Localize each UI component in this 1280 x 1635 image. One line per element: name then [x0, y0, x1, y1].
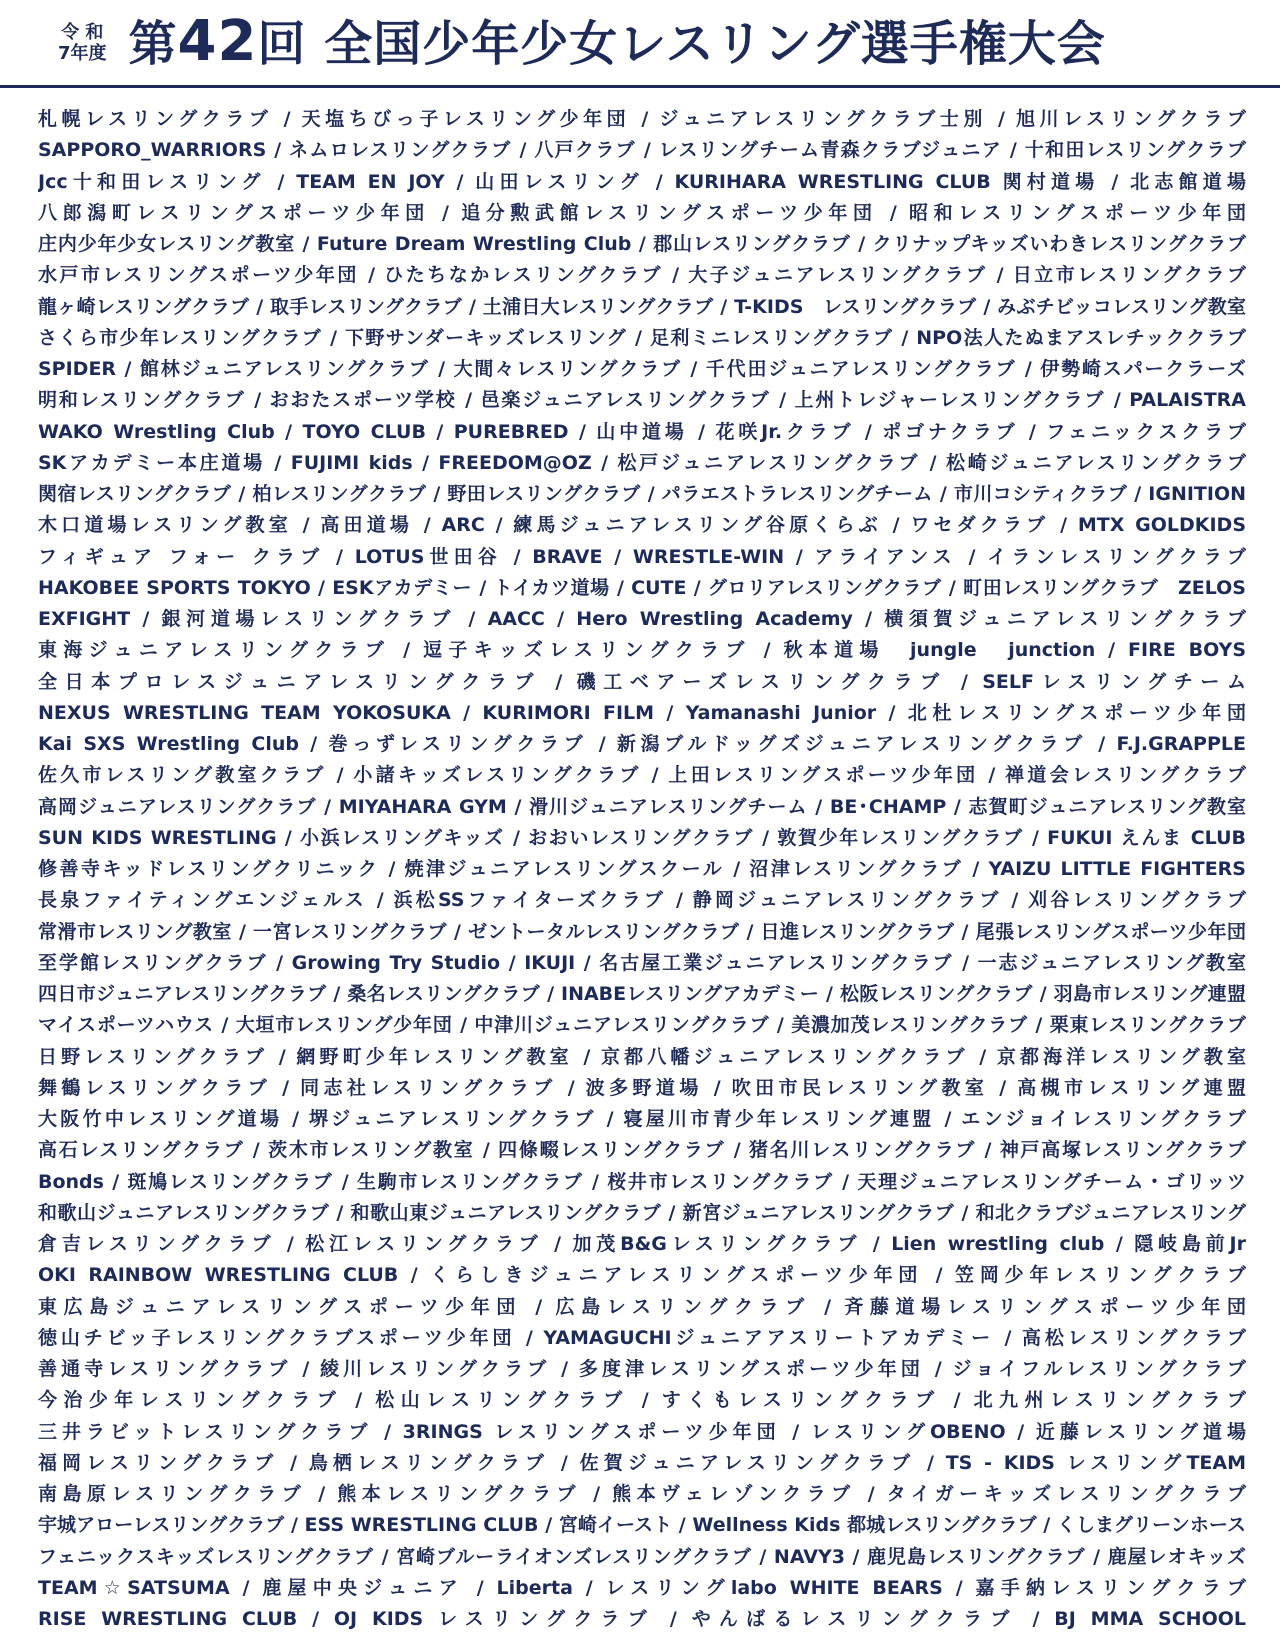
club-row: SKアカデミー本庄道場 / FUJIMI kids / FREEDOM@OZ / 松戸ジュニアレスリングクラブ / 松崎ジュニアレスリングクラブ: [38, 451, 1246, 474]
club-row: 南島原レスリングクラブ / 熊本レスリングクラブ / 熊本ヴェレゾンクラブ / タイガーキッズレスリングクラブ: [38, 1483, 1246, 1505]
club-row: NEXUS WRESTLING TEAM YOKOSUKA / KURIMORI FILM / Yamanashi Junior / 北杜レスリングスポーツ少年団: [38, 701, 1246, 724]
club-row: 東広島ジュニアレスリングスポーツ少年団 / 広島レスリングクラブ / 斉藤道場レスリングスポーツ少年団: [38, 1295, 1246, 1318]
club-row: 大阪竹中レスリング道場 / 堺ジュニアレスリングクラブ / 寝屋川市青少年レスリング連盟 / エンジョイレスリングクラブ: [38, 1108, 1246, 1130]
club-row: 龍ヶ崎レスリングクラブ / 取手レスリングクラブ / 土浦日大レスリングクラブ / T-KIDS レスリングクラブ / みぶチビッコレスリング教室: [38, 295, 1246, 318]
club-row: 佐久市レスリング教室クラブ / 小諸キッズレスリングクラブ / 上田レスリングスポーツ少年団 / 禅道会レスリングクラブ: [38, 764, 1246, 787]
club-row: 今治少年レスリングクラブ / 松山レスリングクラブ / すくもレスリングクラブ / 北九州レスリングクラブ: [38, 1389, 1246, 1412]
club-row: 善通寺レスリングクラブ / 綾川レスリングクラブ / 多度津レスリングスポーツ少年団 / ジョイフルレスリングクラブ: [38, 1358, 1246, 1380]
club-row: TEAM☆SATSUMA / 鹿屋中央ジュニア / Liberta / レスリングlabo WHITE BEARS / 嘉手納レスリングクラブ: [38, 1576, 1246, 1599]
club-row: 関宿レスリングクラブ / 柏レスリングクラブ / 野田レスリングクラブ / パラエストラレスリングチーム / 市川コシティクラブ / IGNITION: [38, 483, 1246, 505]
club-row: 庄内少年少女レスリング教室 / Future Dream Wrestling Club / 郡山レスリングクラブ / クリナップキッズいわきレスリングクラブ: [38, 233, 1246, 255]
club-row: OKI RAINBOW WRESTLING CLUB / くらしきジュニアレスリングスポーツ少年団 / 笠岡少年レスリングクラブ: [38, 1264, 1246, 1287]
club-row: 三井ラビットレスリングクラブ / 3RINGS レスリングスポーツ少年団 / レスリングOBENO / 近藤レスリング道場: [38, 1420, 1246, 1443]
club-row: EXFIGHT / 銀河道場レスリングクラブ / AACC / Hero Wrestling Academy / 横須賀ジュニアレスリングクラブ: [38, 608, 1246, 630]
club-row: 修善寺キッドレスリングクリニック / 焼津ジュニアレスリングスクール / 沼津レスリングクラブ / YAIZU LITTLE FIGHTERS: [38, 858, 1246, 880]
club-row: 長泉ファイティングエンジェルス / 浜松SSファイターズクラブ / 静岡ジュニアレスリングクラブ / 刈谷レスリングクラブ: [38, 889, 1246, 912]
club-row: 全日本プロレスジュニアレスリングクラブ / 磯工ベアーズレスリングクラブ / SELFレスリングチーム: [38, 670, 1246, 693]
club-row: SUN KIDS WRESTLING / 小浜レスリングキッズ / おおいレスリングクラブ / 敦賀少年レスリングクラブ / FUKUI えんま CLUB: [38, 826, 1246, 849]
club-row: 舞鶴レスリングクラブ / 同志社レスリングクラブ / 波多野道場 / 吹田市民レスリング教室 / 高槻市レスリング連盟: [38, 1076, 1246, 1099]
club-row: マイスポーツハウス / 大垣市レスリング少年団 / 中津川ジュニアレスリングクラブ / 美濃加茂レスリングクラブ / 栗東レスリングクラブ: [38, 1014, 1246, 1037]
club-row: SAPPORO_WARRIORS / ネムロレスリングクラブ / 八戸クラブ / レスリングチーム青森クラブジュニア / 十和田レスリングクラブ: [38, 139, 1246, 162]
club-row: Bonds / 斑鳩レスリングクラブ / 生駒市レスリングクラブ / 桜井市レスリングクラブ / 天理ジュニアレスリングチーム・ゴリッツ: [38, 1170, 1246, 1193]
title-number: 42: [177, 8, 258, 74]
club-row: フィギュア フォー クラブ / LOTUS世田谷 / BRAVE / WRESTLE-WIN / アライアンス / イランレスリングクラブ: [38, 545, 1246, 568]
club-row: WAKO Wrestling Club / TOYO CLUB / PUREBRED / 山中道場 / 花咲Jr.クラブ / ポゴナクラブ / フェニックスクラブ: [38, 420, 1246, 443]
club-row: 明和レスリングクラブ / おおたスポーツ学校 / 邑楽ジュニアレスリングクラブ / 上州トレジャーレスリングクラブ / PALAISTRA: [38, 389, 1246, 412]
club-row: 高岡ジュニアレスリングクラブ / MIYAHARA GYM / 滑川ジュニアレスリングチーム / BE･CHAMP / 志賀町ジュニアレスリング教室: [38, 795, 1246, 818]
club-row: 至学館レスリングクラブ / Growing Try Studio / IKUJI / 名古屋工業ジュニアレスリングクラブ / 一志ジュニアレスリング教室: [38, 951, 1246, 974]
era-label: [58, 22, 107, 64]
club-row: 常滑市レスリング教室 / 一宮レスリングクラブ / ゼントータルレスリングクラブ / 日進レスリングクラブ / 尾張レスリングスポーツ少年団: [38, 920, 1246, 943]
club-row: フェニックスキッズレスリングクラブ / 宮崎ブルーライオンズレスリングクラブ / NAVY3 / 鹿児島レスリングクラブ / 鹿屋レオキッズ: [38, 1545, 1246, 1568]
club-row: 日野レスリングクラブ / 網野町少年レスリング教室 / 京都八幡ジュニアレスリングクラブ / 京都海洋レスリング教室: [38, 1045, 1246, 1068]
club-row: 宇城アローレスリングクラブ / ESS WRESTLING CLUB / 宮崎イースト / Wellness Kids 都城レスリングクラブ / くしまグリーンホース: [38, 1514, 1246, 1537]
club-row: HAKOBEE SPORTS TOKYO / ESKアカデミー / トイカツ道場 / CUTE / グロリアレスリングクラブ / 町田レスリングクラブ ZELOS: [38, 576, 1246, 599]
club-list: [38, 104, 1246, 1635]
page-title: [128, 8, 1106, 74]
club-row: 札幌レスリングクラブ / 天塩ちびっ子レスリング少年団 / ジュニアレスリングクラブ士別 / 旭川レスリングクラブ: [38, 108, 1246, 130]
club-row: さくら市少年レスリングクラブ / 下野サンダーキッズレスリング / 足利ミニレスリングクラブ / NPO法人たぬまアスレチッククラブ: [38, 326, 1246, 349]
club-row: 水戸市レスリングスポーツ少年団 / ひたちなかレスリングクラブ / 大子ジュニアレスリングクラブ / 日立市レスリングクラブ: [38, 264, 1246, 287]
header-banner: [0, 0, 1280, 88]
club-row: 福岡レスリングクラブ / 鳥栖レスリングクラブ / 佐賀ジュニアレスリングクラブ / TS - KIDS レスリングTEAM: [38, 1451, 1246, 1474]
club-row: 倉吉レスリングクラブ / 松江レスリングクラブ / 加茂B&Gレスリングクラブ / Lien wrestling club / 隠岐島前Jr: [38, 1233, 1246, 1255]
club-row: 高石レスリングクラブ / 茨木市レスリング教室 / 四條畷レスリングクラブ / 猪名川レスリングクラブ / 神戸高塚レスリングクラブ: [38, 1139, 1246, 1162]
club-row: 木口道場レスリング教室 / 高田道場 / ARC / 練馬ジュニアレスリング谷原くらぶ / ワセダクラブ / MTX GOLDKIDS: [38, 514, 1246, 537]
club-row: 八郎潟町レスリングスポーツ少年団 / 追分勲武館レスリングスポーツ少年団 / 昭和レスリングスポーツ少年団: [38, 201, 1246, 224]
club-row: 東海ジュニアレスリングクラブ / 逗子キッズレスリングクラブ / 秋本道場 jungle junction / FIRE BOYS: [38, 639, 1246, 662]
club-row: SPIDER / 館林ジュニアレスリングクラブ / 大間々レスリングクラブ / 千代田ジュニアレスリングクラブ / 伊勢崎スパークラーズ: [38, 358, 1246, 380]
club-row: Jcc十和田レスリング / TEAM EN JOY / 山田レスリング / KURIHARA WRESTLING CLUB 関村道場 / 北志館道場: [38, 170, 1246, 193]
title-prefix: 第: [128, 15, 178, 72]
club-row: 四日市ジュニアレスリングクラブ / 桑名レスリングクラブ / INABEレスリングアカデミー / 松阪レスリングクラブ / 羽島市レスリング連盟: [38, 983, 1246, 1005]
title-rest: 回 全国少年少女レスリング選手権大会: [257, 15, 1106, 72]
club-row: Kai SXS Wrestling Club / 巻っずレスリングクラブ / 新潟ブルドッグズジュニアレスリングクラブ / F.J.GRAPPLE: [38, 733, 1246, 755]
club-row: 和歌山ジュニアレスリングクラブ / 和歌山東ジュニアレスリングクラブ / 新宮ジュニアレスリングクラブ / 和北クラブジュニアレスリング: [38, 1201, 1246, 1224]
club-row: RISE WRESTLING CLUB / OJ KIDS レスリングクラブ / やんばるレスリングクラブ / BJ MMA SCHOOL: [38, 1608, 1246, 1630]
era-line-1: 令 和: [61, 21, 104, 43]
era-line-2: 7年度: [58, 42, 107, 64]
club-row: 徳山チビッ子レスリングクラブスポーツ少年団 / YAMAGUCHIジュニアアスリートアカデミー / 高松レスリングクラブ: [38, 1326, 1246, 1349]
